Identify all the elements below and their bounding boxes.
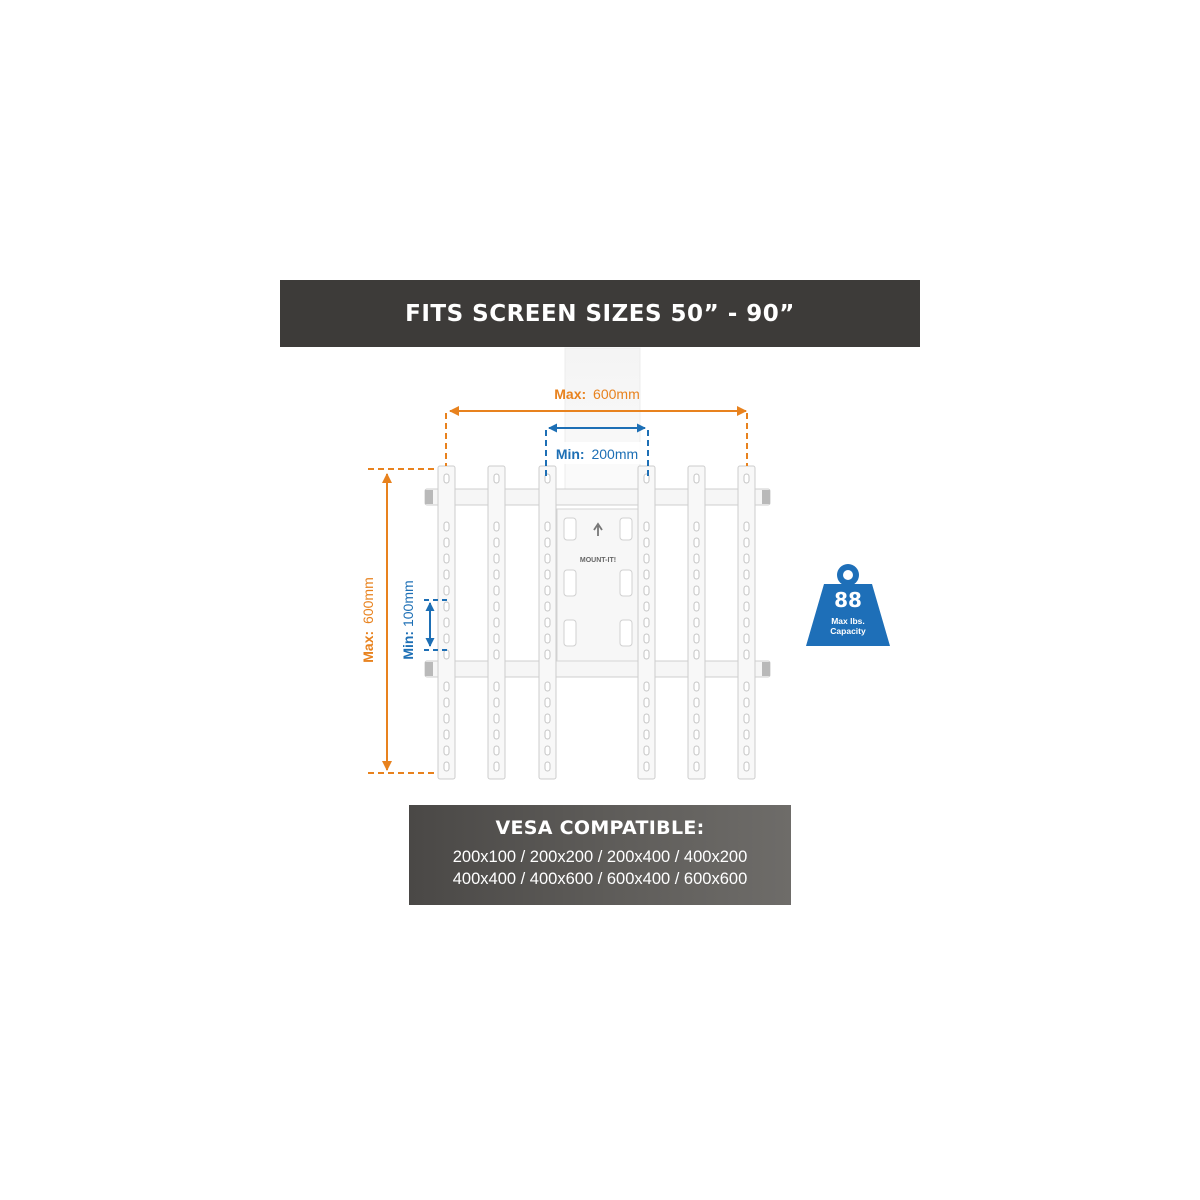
max-height-value: 600mm [360, 577, 376, 624]
bracket-slot [494, 586, 499, 595]
bracket-slot [644, 602, 649, 611]
top-rail [425, 489, 770, 505]
bracket-slot [744, 570, 749, 579]
min-height-value: 100mm [400, 580, 416, 628]
bracket-slot [494, 538, 499, 547]
bracket-slot [494, 698, 499, 707]
bracket-slot [444, 634, 449, 643]
max-height-dimension [360, 469, 438, 773]
min-height-prefix: Min: [400, 630, 416, 660]
bracket-slot [644, 714, 649, 723]
bracket-slot [545, 586, 550, 595]
bracket-slot [545, 522, 550, 531]
bracket-slot [694, 586, 699, 595]
bracket-slot [444, 586, 449, 595]
bracket-slot [444, 714, 449, 723]
ceiling-pole [565, 348, 640, 498]
bracket-slot [494, 602, 499, 611]
bracket-slot [644, 586, 649, 595]
bracket-slot [444, 602, 449, 611]
bracket-slot [545, 538, 550, 547]
bracket-slot [444, 762, 449, 771]
bracket-slot [545, 602, 550, 611]
bracket-slot [644, 634, 649, 643]
capacity-value: 88 [834, 588, 862, 612]
svg-text:Min: 100mm [400, 580, 416, 659]
bracket-slot [444, 474, 449, 483]
bracket-slot [644, 730, 649, 739]
bottom-rail [425, 661, 770, 677]
bracket-slot [694, 570, 699, 579]
min-width-prefix: Min: [555, 446, 585, 462]
bracket-slot [694, 762, 699, 771]
bracket-slot [694, 682, 699, 691]
bracket-slot [744, 538, 749, 547]
bracket-slot [744, 650, 749, 659]
bracket-slot [494, 730, 499, 739]
bracket-slot [644, 554, 649, 563]
bracket-slot [444, 650, 449, 659]
capacity-line2: Capacity [830, 626, 866, 636]
bracket-slot [494, 522, 499, 531]
bracket-slot [644, 538, 649, 547]
bracket-slot [545, 554, 550, 563]
bracket-slot [744, 474, 749, 483]
banner-title: FITS SCREEN SIZES 50” - 90” [405, 300, 795, 327]
bracket-slot [694, 730, 699, 739]
mount-plate-brand: MOUNT-IT! [579, 557, 617, 564]
bracket-slot [545, 730, 550, 739]
bracket-slot [694, 474, 699, 483]
bracket-slot [644, 570, 649, 579]
bracket-slot [744, 746, 749, 755]
max-width-prefix: Max: [554, 386, 587, 402]
bracket-slot [444, 522, 449, 531]
bracket-slot [694, 746, 699, 755]
capacity-badge [804, 562, 884, 648]
svg-text:Max: 600mm [360, 577, 376, 662]
bracket-slot [444, 618, 449, 627]
bracket-slot [694, 618, 699, 627]
bracket-slot [545, 618, 550, 627]
bracket-slot [694, 538, 699, 547]
vesa-compatible-box [409, 805, 791, 905]
bracket-slot [744, 730, 749, 739]
bracket-slot [494, 618, 499, 627]
bracket-slot [644, 746, 649, 755]
vesa-title: VESA COMPATIBLE: [495, 817, 705, 839]
bracket-slot [744, 554, 749, 563]
bracket-slot [644, 762, 649, 771]
capacity-line1: Max lbs. [831, 616, 865, 626]
bracket-slot [444, 570, 449, 579]
bracket-slot [744, 762, 749, 771]
bracket-slot [744, 618, 749, 627]
bracket-slot [744, 698, 749, 707]
center-mount-plate [557, 509, 639, 661]
bracket-slot [644, 618, 649, 627]
bracket-slot [494, 650, 499, 659]
bracket-slot [744, 714, 749, 723]
bracket-slot [494, 554, 499, 563]
bracket-slot [545, 762, 550, 771]
vesa-line-1: 200x100 / 200x200 / 200x400 / 400x200 [452, 848, 748, 866]
bracket-slot [545, 682, 550, 691]
bracket-slot [744, 602, 749, 611]
bracket-slot [494, 682, 499, 691]
capacity-label [804, 616, 892, 636]
bracket-slot [744, 586, 749, 595]
bracket-slot [444, 698, 449, 707]
bracket-slot [744, 682, 749, 691]
bracket-slot [444, 554, 449, 563]
bracket-slot [545, 570, 550, 579]
bracket-slot [694, 698, 699, 707]
bracket-slot [545, 746, 550, 755]
bracket-slot [444, 682, 449, 691]
svg-text:Max: 600mm [554, 386, 639, 402]
bracket-slot [644, 522, 649, 531]
bracket-slot [494, 570, 499, 579]
bracket-slot [444, 538, 449, 547]
bracket-slot [644, 698, 649, 707]
bracket-slot [494, 762, 499, 771]
bracket-slot [644, 682, 649, 691]
bracket-slot [545, 698, 550, 707]
max-width-value: 600mm [593, 386, 640, 402]
bracket-slot [744, 522, 749, 531]
bracket-slot [545, 714, 550, 723]
vesa-line-2: 400x400 / 400x600 / 600x400 / 600x600 [452, 870, 748, 888]
bracket-slot [694, 634, 699, 643]
bracket-slot [545, 634, 550, 643]
bracket-slot [644, 650, 649, 659]
bracket-slot [494, 714, 499, 723]
bracket-slot [494, 474, 499, 483]
bracket-slot [694, 602, 699, 611]
max-height-prefix: Max: [360, 630, 376, 663]
min-width-value: 200mm [591, 446, 639, 462]
bracket-slot [444, 730, 449, 739]
bracket-slot [545, 650, 550, 659]
bracket-slot [694, 714, 699, 723]
bracket-slot [494, 746, 499, 755]
bracket-slot [444, 746, 449, 755]
svg-text:Min: 200mm [556, 446, 638, 462]
bracket-slot [744, 634, 749, 643]
bracket-slot [494, 634, 499, 643]
bracket-slot [694, 554, 699, 563]
bracket-slot [694, 650, 699, 659]
bracket-slot [694, 522, 699, 531]
